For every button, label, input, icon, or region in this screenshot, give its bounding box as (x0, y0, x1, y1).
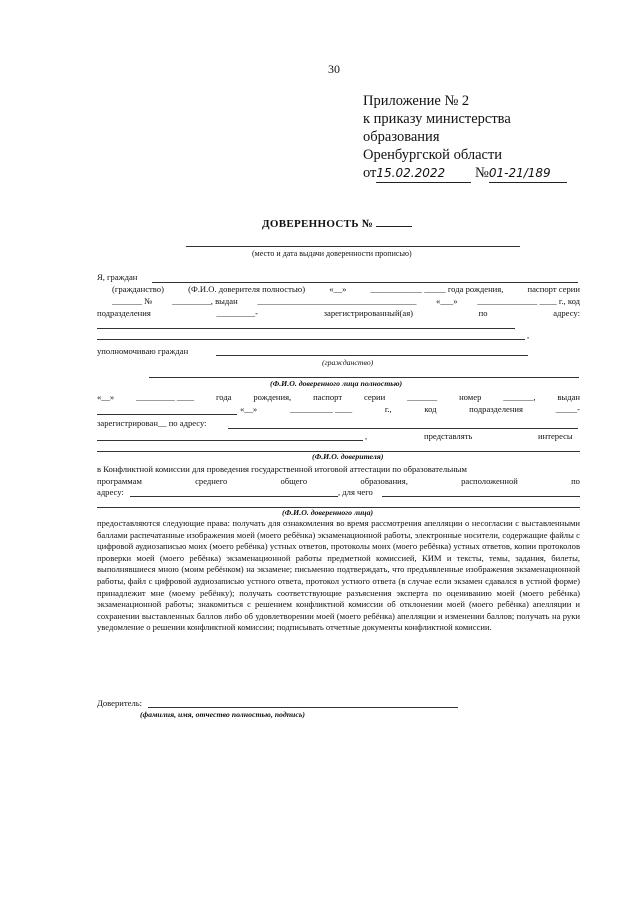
grantor-registered: зарегистрированный(ая) (323, 308, 414, 318)
commission-address-line (130, 496, 338, 497)
agent-line-1 (97, 392, 580, 403)
authorize-prefix: уполномочиваю граждан (97, 346, 189, 356)
appendix-order-line (363, 164, 567, 183)
agent-address-comma: , (365, 431, 368, 441)
agent-word-code: код (424, 404, 437, 414)
grantor-birth-day: «__» (329, 284, 347, 294)
commission-line-1: в Конфликтной комиссии для проведения государственной итоговой аттестации по образовательным (97, 464, 467, 474)
citizenship-caption: (гражданство) (322, 358, 374, 367)
grantor-issuer-blank: _____________________________________ (257, 296, 417, 306)
order-date-value: 15.02.2022 (376, 164, 471, 183)
agent-birth-month-year: _________ ____ (136, 392, 195, 402)
place-date-caption: (место и дата выдачи доверенности прописью) (252, 249, 412, 258)
grantor-fio-caption: (Ф.И.О. доверителя) (312, 452, 384, 461)
appendix-line-2: к приказу министерства (363, 111, 511, 127)
grantor-issued: _________, выдан (172, 296, 238, 306)
agent-line-2 (240, 404, 580, 415)
agent-issue-day: «__» (240, 404, 258, 414)
agent-registered: зарегистрирован__ по адресу: (97, 418, 207, 428)
commission-line-2 (97, 476, 580, 487)
grantor-fio-label: (Ф.И.О. доверителя полностью) (188, 284, 306, 294)
agent-word-passport: паспорт (313, 392, 343, 402)
signature-line (148, 707, 458, 708)
place-date-line (186, 246, 520, 247)
grantor-name-line (152, 282, 578, 283)
grantor-passport-series: паспорт серии (527, 284, 580, 294)
grantor-passport-number: _______ № (112, 296, 153, 306)
order-date-prefix: от (363, 165, 377, 181)
signature-caption: (фамилия, имя, отчество полностью, подпись) (140, 710, 306, 719)
title-number-blank (376, 226, 412, 227)
agent-series-blank: _______ (407, 392, 438, 402)
grantor-issue-day: «___» (436, 296, 458, 306)
commission-trusted-line-1 (382, 496, 580, 497)
agent-number-blank: _______, (503, 392, 536, 402)
agent-name-line (149, 377, 579, 378)
commission-word-3: общего (280, 476, 308, 486)
agent-word-issued: выдан (557, 392, 580, 402)
agent-word-birth: рождения, (253, 392, 292, 402)
agent-word-g: г., (384, 404, 392, 414)
grantor-birth-year: ____________ _____ года рождения, (370, 284, 504, 294)
agent-word-series: серии (364, 392, 386, 402)
agent-word-subdivision: подразделения (469, 404, 523, 414)
grantor-address-line-2 (97, 339, 525, 340)
grantor-subdivision: подразделения (97, 308, 151, 318)
appendix-line-1: Приложение № 2 (363, 93, 470, 109)
title-text: ДОВЕРЕННОСТЬ № (262, 218, 374, 230)
grantor-subdivision-code: _________- (216, 308, 258, 318)
represent-word: представлять (424, 431, 473, 441)
interests-word: интересы (538, 431, 573, 441)
appendix-line-4: Оренбургской области (363, 147, 503, 163)
grantor-line-3 (112, 296, 580, 307)
commission-word-5: расположенной (461, 476, 518, 486)
grantor-issue-year-code: ______________ ____ г., код (477, 296, 580, 306)
grantor-address-line-1 (97, 328, 515, 329)
grantor-at: по (478, 308, 488, 318)
authorize-line (216, 355, 528, 356)
grantor-line-4 (97, 308, 580, 319)
page-number: 30 (328, 62, 340, 76)
grantor-address-comma: , (527, 330, 530, 340)
agent-issuer-line (97, 414, 237, 415)
agent-word-number: номер (459, 392, 482, 402)
agent-word-year: года (215, 392, 232, 402)
commission-word-1: программам (97, 476, 142, 486)
trusted-caption: (Ф.И.О. доверенного лица) (282, 508, 374, 517)
rights-paragraph: предоставляются следующие права: получать для ознакомления во время рассмотрения апелляции о несогласии с выставленными баллами распечатанные изображения моей (моего ребёнка) экзаменационной работы, электронные носители, содержащие файлы с цифровой аудиозаписью моих (моего ребёнка) устных ответов, протоколы моих (моего ребёнка) устных ответов, копии протоколов проверки моей (моего ребёнка) экзаменационной работы предметной комиссией, КИМ и тексты, темы, задания, билеты, выполнявшиеся мною (моим ребёнком) на экзамене; письменно подтверждать, что предъявленные изображения экзаменационной работы, файл с цифровой аудиозаписью устного ответа, протокол устного ответа (в случае если экзамен сдавался в устной форме) принадлежит мне (моему ребёнку); получать соответствующие разъяснения эксперта по оцениванию моей (моего ребёнка) экзаменационной работы; знакомиться с решением конфликтной комиссии об отклонении моей (моего ребёнка) апелляции и сохранении выставленных баллов либо об удовлетворении моей (моего ребёнка) апелляции и изменении баллов; получать на руки уведомление о решении конфликтной комиссии; подписывать отчетные документы конфликтной комиссии. (97, 518, 580, 633)
grantor-line-2 (112, 284, 580, 295)
agent-subdivision-blank: _____- (555, 404, 580, 414)
agent-address-line-1 (228, 428, 578, 429)
order-number-prefix: № (475, 165, 489, 181)
order-number-value: 01-21/189 (489, 164, 567, 183)
document-title (262, 218, 412, 230)
grantor-prefix-tail: ан (128, 272, 138, 282)
grantor-citizenship-label: (гражданство) (112, 284, 164, 294)
commission-word-2: среднего (195, 476, 228, 486)
agent-name-caption: (Ф.И.О. доверенного лица полностью) (270, 379, 403, 388)
appendix-line-3: образования (363, 129, 440, 145)
grantor-prefix: Я, гражд (97, 272, 129, 282)
signature-label: Доверитель: (97, 698, 143, 708)
commission-word-4: образования, (360, 476, 408, 486)
commission-address-label: адресу: (97, 487, 124, 497)
commission-word-6: по (571, 476, 580, 486)
commission-for-what: , для чего (338, 487, 373, 497)
agent-birth-day: «__» (97, 392, 115, 402)
grantor-line-1 (97, 272, 137, 283)
agent-address-line-2 (97, 440, 363, 441)
agent-issue-month-year: __________ ____ (289, 404, 353, 414)
grantor-address-label: адресу: (553, 308, 580, 318)
